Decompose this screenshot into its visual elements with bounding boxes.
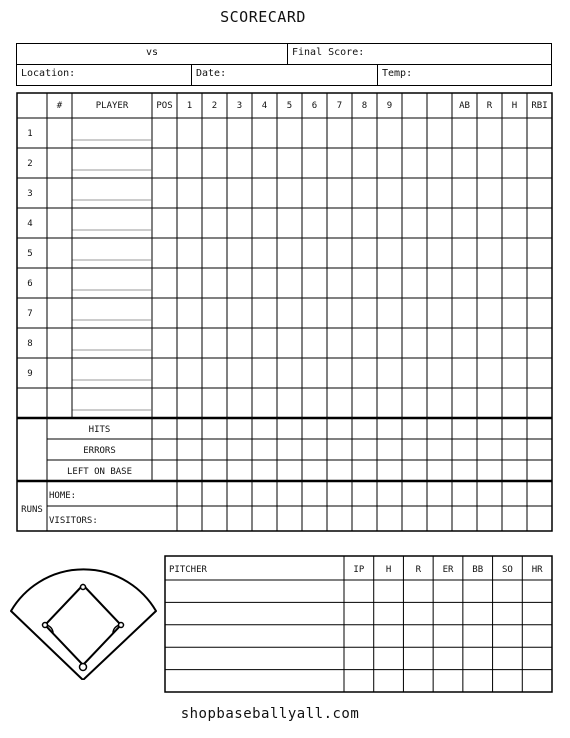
batting-order-number: 6	[27, 279, 33, 289]
pitcher-name-field[interactable]	[165, 602, 344, 624]
pitcher-name-field[interactable]	[165, 670, 344, 692]
col-header-player: PLAYER	[95, 101, 129, 111]
footer-url[interactable]: shopbaseballyall.com	[180, 706, 360, 722]
pitching-stat-header: SO	[502, 565, 513, 575]
col-header-pos: POS	[156, 101, 173, 111]
pitching-stat-header: IP	[353, 565, 365, 575]
home-label: HOME:	[49, 491, 77, 501]
batting-order-number: 1	[27, 129, 33, 139]
summary-row-label: LEFT ON BASE	[66, 467, 133, 477]
batting-order-number: 4	[27, 219, 33, 229]
col-header-num: #	[56, 101, 63, 111]
pitching-stat-header: BB	[472, 565, 484, 575]
visitors-label: VISITORS:	[49, 516, 98, 526]
inning-header: 3	[236, 101, 243, 111]
stat-header: RBI	[531, 101, 548, 111]
batting-order-number: 5	[27, 249, 33, 259]
temp-label: Temp:	[382, 68, 413, 79]
inning-header: 4	[261, 101, 268, 111]
pitcher-col-header: PITCHER	[169, 565, 207, 575]
pitching-stat-header: R	[415, 565, 421, 575]
date-label: Date:	[196, 68, 227, 79]
batting-order-number: 7	[27, 309, 33, 319]
inning-header: 7	[336, 101, 343, 111]
stat-header: AB	[459, 101, 470, 111]
vs-label: vs	[145, 47, 159, 58]
pitching-stat-header: H	[385, 565, 392, 575]
inning-header: 2	[211, 101, 218, 111]
batting-order-number: 8	[27, 339, 33, 349]
runs-label: RUNS	[21, 505, 43, 515]
pitching-stat-header: HR	[531, 565, 543, 575]
pitcher-name-field[interactable]	[165, 580, 344, 602]
page-title: SCORECARD	[220, 8, 306, 26]
summary-row-label: HITS	[88, 425, 111, 435]
batting-order-number: 3	[27, 189, 33, 199]
batting-order-number: 2	[27, 159, 33, 169]
inning-header: 8	[361, 101, 368, 111]
batting-order-number: 9	[27, 369, 33, 379]
pitcher-name-field[interactable]	[165, 647, 344, 669]
stat-header: R	[486, 101, 493, 111]
inning-header: 5	[286, 101, 293, 111]
inning-header: 9	[386, 101, 393, 111]
summary-row-label: ERRORS	[83, 446, 116, 456]
pitcher-name-field[interactable]	[165, 625, 344, 647]
location-label: Location:	[21, 68, 76, 79]
pitching-stat-header: ER	[442, 565, 454, 575]
inning-header: 1	[186, 101, 193, 111]
inning-header: 6	[311, 101, 318, 111]
stat-header: H	[511, 101, 518, 111]
final-score-label: Final Score:	[292, 47, 365, 58]
